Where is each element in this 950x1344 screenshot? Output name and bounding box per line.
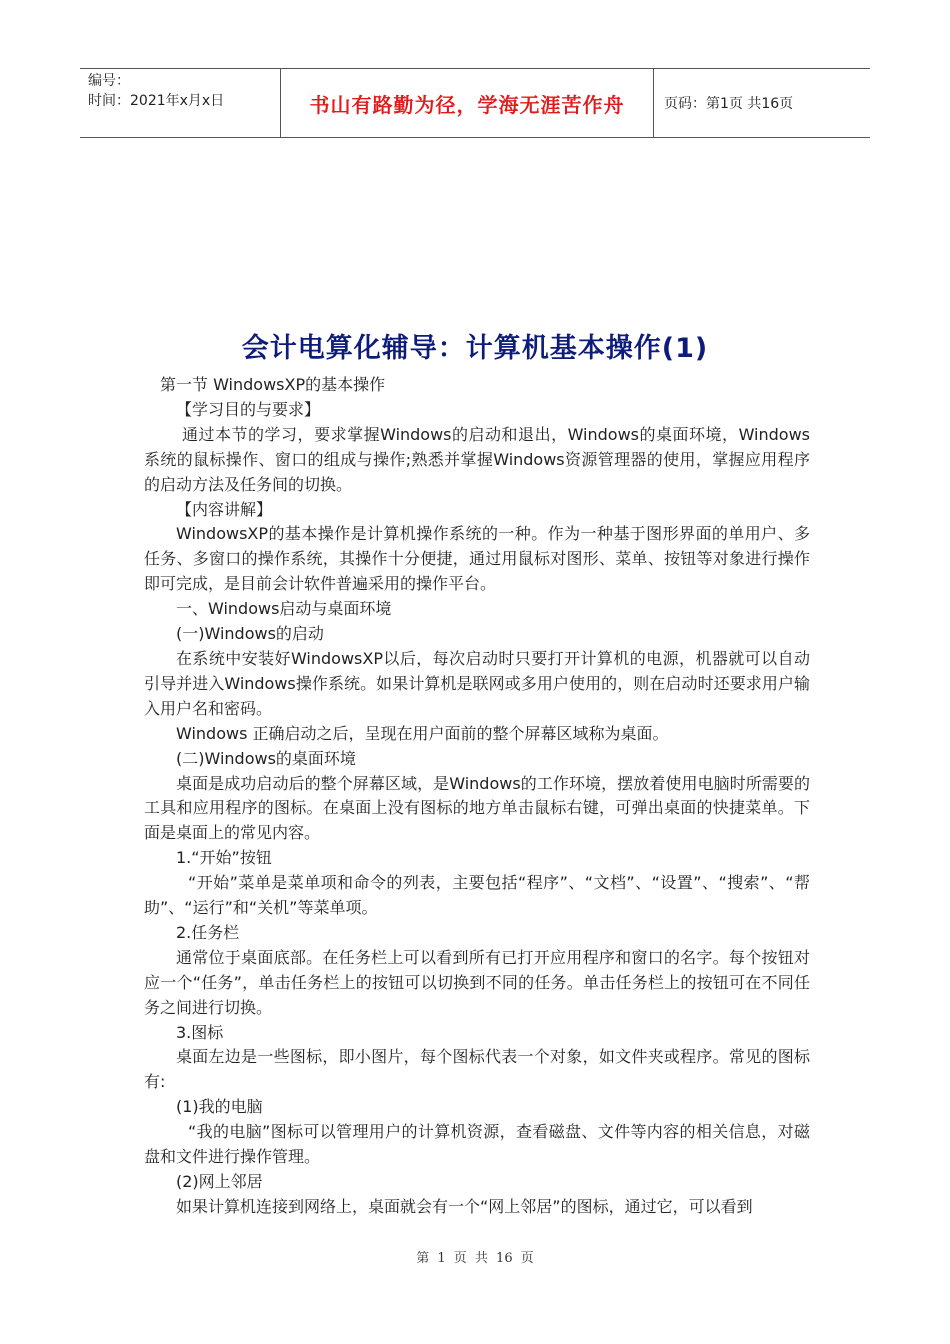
paragraph-taskbar: 通常位于桌面底部。在任务栏上可以看到所有已打开应用程序和窗口的名字。每个按钮对应一个“任务”，单击任务栏上的按钮可以切换到不同的任务。单击任务栏上的按钮可在不同任务之间进行切换。 (144, 947, 810, 1017)
paragraph-network: 如果计算机连接到网络上，桌面就会有一个“网上邻居”的图标，通过它，可以看到 (176, 1196, 753, 1216)
item-heading: 3.图标 (176, 1022, 224, 1042)
paragraph-intro: WindowsXP的基本操作是计算机操作系统的一种。作为一种基于图形界面的单用户、多任务、多窗口的操作系统，其操作十分便捷，通过用鼠标对图形、菜单、按钮等对象进行操作即可完成，是目前会计软件普遍采用的操作平台。 (144, 524, 810, 594)
page-header-table (80, 68, 870, 138)
paragraph-startup: 在系统中安装好WindowsXP以后，每次启动时只要打开计算机的电源，机器就可以自动引导并进入Windows操作系统。如果计算机是联网或多用户使用的，则在启动时还要求用户输入用户名和密码。 (144, 648, 810, 718)
header-page-cell (654, 69, 870, 137)
motto-text: 书山有路勤为径，学海无涯苦作舟 (309, 92, 625, 117)
item-heading: 1.“开始”按钮 (176, 848, 272, 868)
header-motto-cell (281, 69, 654, 137)
paragraph-start-menu: “开始”菜单是菜单项和命令的列表，主要包括“程序”、“文档”、“设置”、“搜索”、“帮助”、“运行”和“关机”等菜单项。 (144, 873, 810, 918)
paragraph-my-computer: “我的电脑”图标可以管理用户的计算机资源，查看磁盘、文件等内容的相关信息，对磁盘和文件进行操作管理。 (144, 1122, 810, 1167)
paragraph-goals: 通过本节的学习，要求掌握Windows的启动和退出，Windows的桌面环境，Windows系统的鼠标操作、窗口的组成与操作;熟悉并掌握Windows资源管理器的使用，掌握应用程序的启动方法及任务间的切换。 (144, 424, 810, 494)
item-heading: (1)我的电脑 (176, 1097, 263, 1117)
document-title: 会计电算化辅导：计算机基本操作(1) (241, 333, 709, 364)
subsection-heading: (一)Windows的启动 (176, 624, 324, 644)
item-heading: (2)网上邻居 (176, 1172, 263, 1191)
page-footer: 第 1 页 共 16 页 (416, 1251, 534, 1266)
subsection-heading: (二)Windows的桌面环境 (176, 748, 356, 768)
paragraph-icons: 桌面左边是一些图标，即小图片，每个图标代表一个对象，如文件夹或程序。常见的图标有: (144, 1047, 810, 1092)
header-meta-cell (80, 69, 281, 137)
section-heading: 第一节 WindowsXP的基本操作 (160, 375, 386, 394)
serial-number-label: 编号： (88, 73, 130, 89)
paragraph-desktop-def: Windows 正确启动之后，呈现在用户面前的整个屏幕区域称为桌面。 (176, 723, 669, 743)
learning-goals-heading: 【学习目的与要求】 (176, 399, 321, 419)
date-label: 时间：2021年x月x日 (88, 93, 225, 109)
subsection-heading: 一、Windows启动与桌面环境 (176, 599, 392, 619)
page-number-label: 页码：第1页 共16页 (664, 96, 794, 112)
item-heading: 2.任务栏 (176, 922, 240, 942)
content-heading: 【内容讲解】 (176, 499, 273, 519)
document-body (144, 373, 810, 1220)
paragraph-desktop-env: 桌面是成功启动后的整个屏幕区域，是Windows的工作环境，摆放着使用电脑时所需要的工具和应用程序的图标。在桌面上没有图标的地方单击鼠标右键，可弹出桌面的快捷菜单。下面是桌面上的常见内容。 (144, 773, 810, 843)
